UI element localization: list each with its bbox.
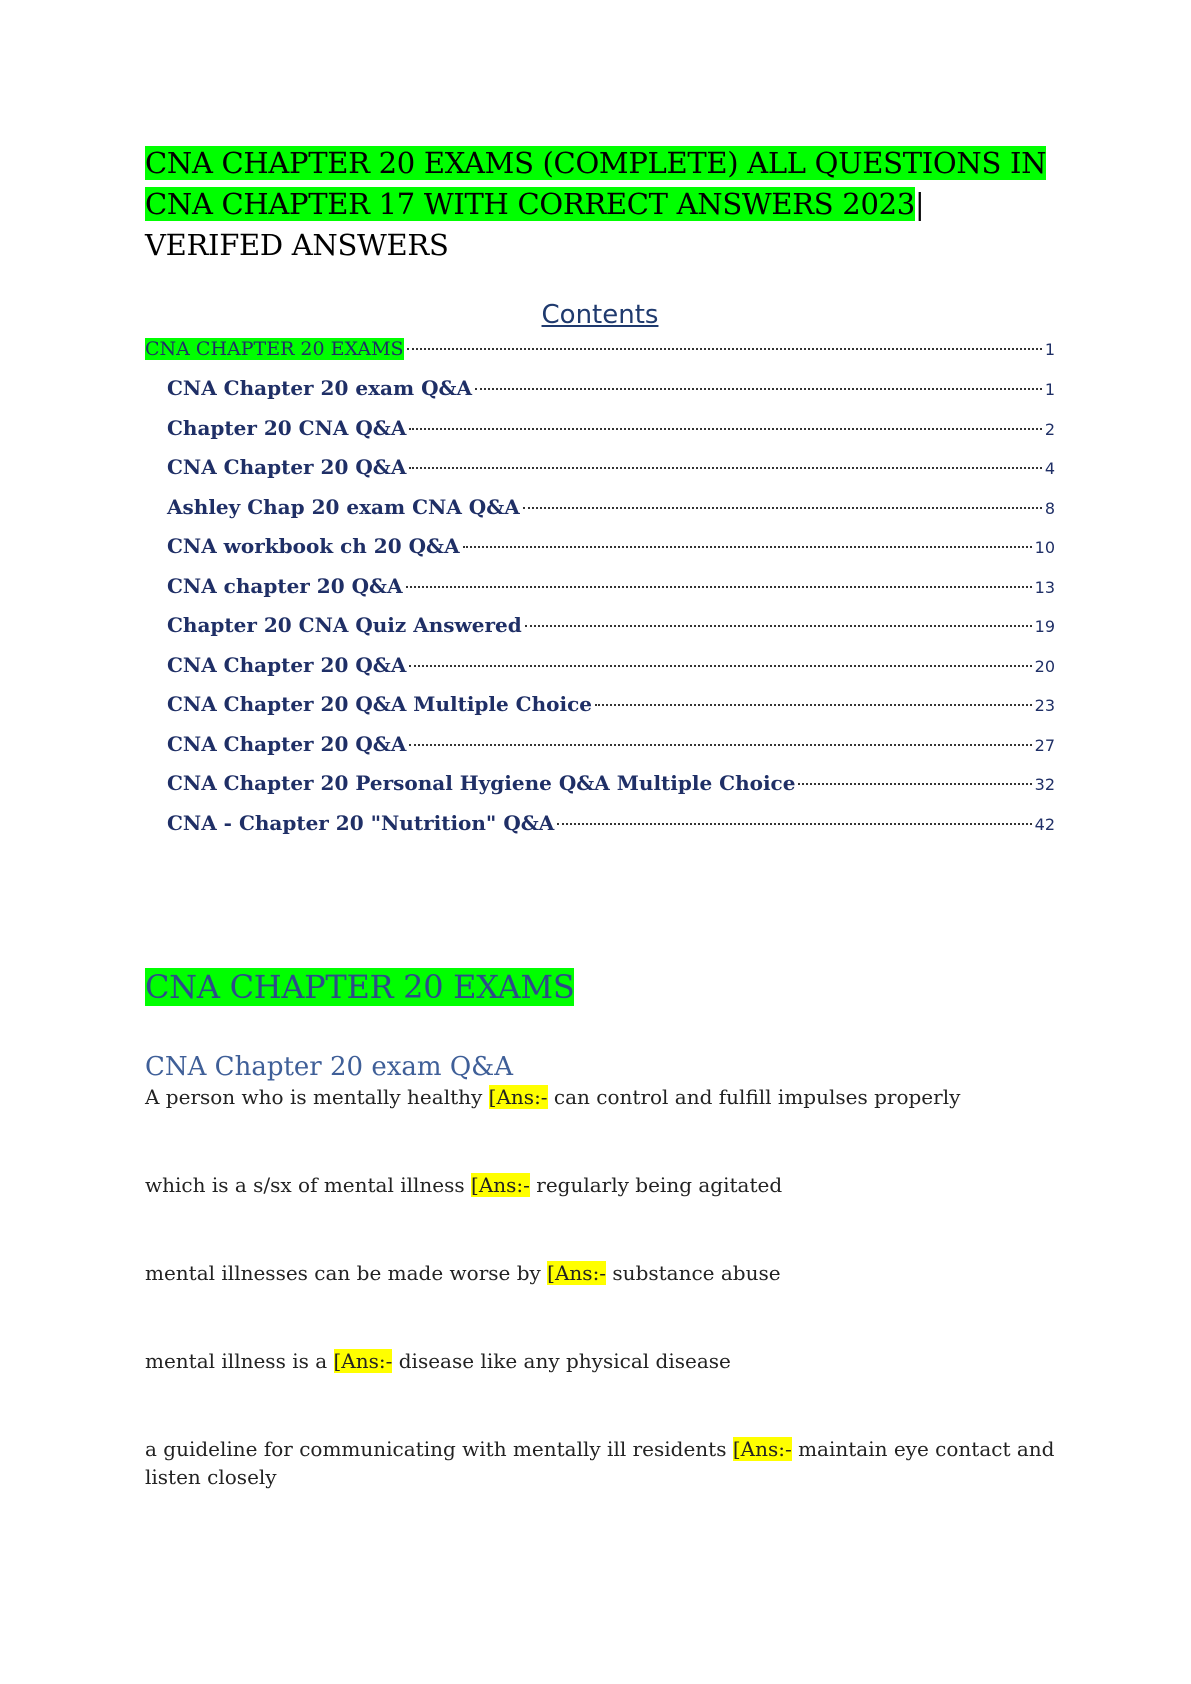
toc-leader-dots	[523, 506, 1042, 509]
toc-leader-dots	[475, 387, 1042, 390]
qa-question: mental illnesses can be made worse by	[145, 1261, 548, 1285]
toc-entry[interactable]	[145, 455, 1055, 495]
toc-entry-label: CNA Chapter 20 Q&A Multiple Choice	[167, 692, 592, 716]
answer-marker: [Ans:-	[488, 1085, 548, 1109]
toc-entry-label: CNA Chapter 20 Q&A	[167, 455, 407, 479]
qa-list	[145, 1083, 1055, 1491]
qa-answer: substance abuse	[606, 1261, 781, 1285]
toc-entry-label: CNA CHAPTER 20 EXAMS	[145, 338, 404, 360]
toc-leader-dots	[595, 703, 1032, 706]
toc-leader-dots	[463, 545, 1032, 548]
qa-answer: maintain eye contact and listen closely	[145, 1437, 1055, 1489]
toc-leader-dots	[407, 347, 1042, 350]
toc-entry-label: Ashley Chap 20 exam CNA Q&A	[167, 494, 520, 519]
qa-question: A person who is mentally healthy	[145, 1085, 489, 1109]
toc-entry[interactable]	[145, 811, 1055, 851]
toc-entry[interactable]	[145, 534, 1055, 574]
toc-leader-dots	[409, 664, 1031, 667]
answer-marker: [Ans:-	[547, 1261, 607, 1285]
answer-marker: [Ans:-	[471, 1173, 530, 1197]
toc-entry[interactable]	[145, 771, 1055, 811]
toc-leader-dots	[409, 427, 1041, 430]
document-title-rest: VERIFED ANSWERS	[145, 228, 449, 262]
toc-entry-label: CNA - Chapter 20 "Nutrition" Q&A	[167, 810, 555, 835]
toc-entry-page: 32	[1034, 775, 1055, 794]
toc-entry[interactable]	[145, 574, 1055, 614]
qa-answer: disease like any physical disease	[392, 1349, 731, 1373]
qa-question: mental illness is a	[145, 1349, 334, 1373]
qa-item	[145, 1347, 1055, 1375]
toc-entry-label: Chapter 20 CNA Q&A	[167, 415, 407, 440]
toc-entry[interactable]	[145, 692, 1055, 732]
qa-question: a guideline for communicating with mentally ill residents	[145, 1437, 733, 1461]
toc-entry[interactable]	[145, 416, 1055, 456]
toc-entry-label: CNA chapter 20 Q&A	[167, 573, 403, 598]
toc-entry-page: 2	[1044, 419, 1055, 439]
toc-entry[interactable]	[145, 338, 1055, 376]
qa-item	[145, 1083, 1055, 1111]
qa-answer: regularly being agitated	[529, 1173, 783, 1197]
toc-entry[interactable]	[145, 653, 1055, 693]
toc-entry-label: CNA Chapter 20 Q&A	[167, 731, 407, 756]
toc-entry-label: CNA Chapter 20 Personal Hygiene Q&A Multiple Choice	[167, 771, 796, 795]
qa-answer: can control and fulfill impulses properly	[547, 1085, 961, 1109]
qa-item	[145, 1259, 1055, 1287]
toc-entry-label: Chapter 20 CNA Quiz Answered	[167, 613, 522, 637]
toc-entry-label: CNA Chapter 20 exam Q&A	[167, 376, 473, 400]
toc-entry[interactable]	[145, 376, 1055, 416]
toc-entry[interactable]	[145, 613, 1055, 653]
toc-heading: Contents	[541, 300, 659, 330]
section-title-text: CNA CHAPTER 20 EXAMS	[145, 968, 575, 1006]
qa-item	[145, 1171, 1055, 1199]
toc-entry-page: 23	[1034, 696, 1055, 715]
toc-entry-page: 27	[1034, 735, 1055, 755]
toc-entry-page: 1	[1044, 340, 1055, 359]
document-title	[145, 143, 1055, 266]
qa-question: which is a s/sx of mental illness	[145, 1173, 472, 1197]
toc-entry-page: 19	[1034, 617, 1055, 636]
toc-leader-dots	[409, 466, 1041, 469]
toc-entry-page: 8	[1044, 498, 1055, 518]
document-title-separator: |	[914, 187, 925, 221]
table-of-contents	[145, 338, 1055, 850]
toc-entry-page: 13	[1034, 577, 1055, 597]
toc-entry-label: CNA Chapter 20 Q&A	[167, 652, 407, 677]
document-title-highlighted: CNA CHAPTER 20 EXAMS (COMPLETE) ALL QUESTIONS IN CNA CHAPTER 17 WITH CORRECT ANSWERS 2023	[145, 146, 1047, 221]
toc-entry-label: CNA workbook ch 20 Q&A	[167, 534, 460, 558]
answer-marker: [Ans:-	[333, 1349, 393, 1373]
toc-entry-page: 20	[1034, 656, 1055, 676]
toc-leader-dots	[557, 822, 1031, 825]
toc-entry-page: 4	[1044, 459, 1055, 478]
subsection-title: CNA Chapter 20 exam Q&A	[145, 1052, 514, 1082]
toc-entry[interactable]	[145, 495, 1055, 535]
toc-leader-dots	[525, 624, 1032, 627]
toc-entry-page: 1	[1044, 380, 1055, 399]
toc-leader-dots	[798, 782, 1031, 785]
toc-entry-page: 42	[1034, 814, 1055, 834]
section-title	[145, 967, 1055, 1007]
toc-leader-dots	[406, 585, 1032, 588]
qa-item	[145, 1435, 1055, 1491]
toc-entry[interactable]	[145, 732, 1055, 772]
document-page	[145, 143, 1055, 1551]
toc-entry-page: 10	[1034, 538, 1055, 557]
toc-leader-dots	[409, 743, 1031, 746]
answer-marker: [Ans:-	[732, 1437, 792, 1461]
